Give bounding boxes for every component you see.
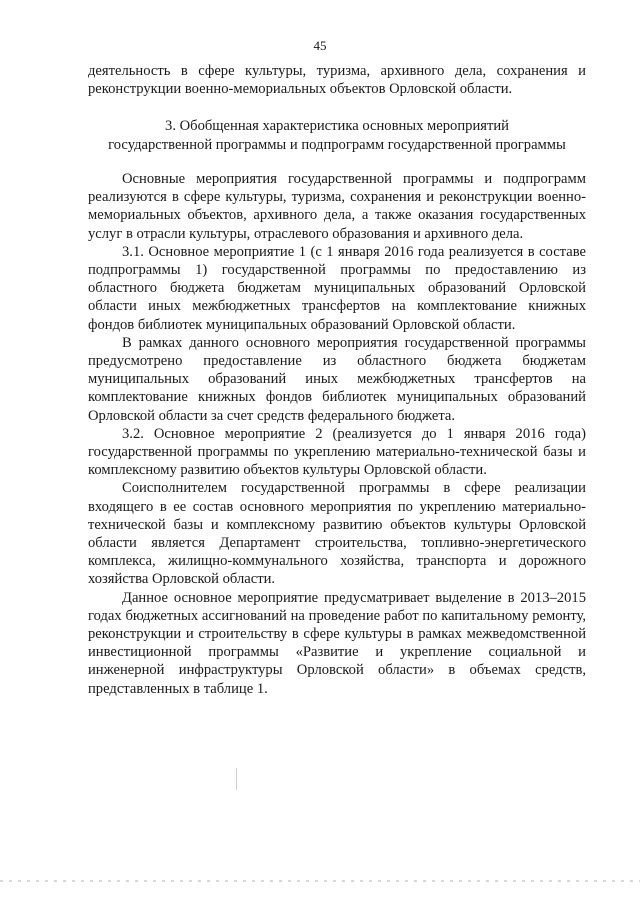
section-title-line-2: государственной программы и подпрограмм государственной программы [108, 136, 566, 153]
body-text [88, 170, 586, 698]
intro-paragraph: деятельность в сфере культуры, туризма, архивного дела, сохранения и реконструкции военно-мемориальных объектов Орловской области. [88, 63, 586, 98]
paragraph-co-executor: Соисполнителем государственной программы в сфере реализации входящего в ее состав основного мероприятия по укреплению материально-технической базы и комплексному развитию объектов культуры Орловской области является Департамент строительства, топливно-энергетического комплекса, жилищно-коммунального хозяйства, транспорта и дорожного хозяйства Орловской области. [88, 480, 586, 588]
paragraph-federal-funds: В рамках данного основного мероприятия государственной программы предусмотрено предоставление из областного бюджета бюджетам муниципальных образований иных межбюджетных трансфертов на комплектование книжных фондов библиотек муниципальных образований Орловской области за счет средств федерального бюджета. [88, 334, 586, 424]
intro-text-block [88, 62, 586, 98]
page-number: 45 [313, 38, 327, 53]
paragraph-allocation: Данное основное мероприятие предусматривает выделение в 2013–2015 годах бюджетных ассигнований на проведение работ по капитальному ремонту, реконструкции и строительству в сфере культуры в рамках межведомственной инвестиционной программы «Развитие и укрепление социальной и инженерной инфраструктуры Орловской области» в объемах средств, представленных в таблице 1. [88, 589, 586, 697]
paragraph-overview: Основные мероприятия государственной программы и подпрограмм реализуются в сфере культуры, туризма, сохранения и реконструкции военно-мемориальных объектов, архивного дела, а также оказания государственных услуг в отрасли культуры, отраслевого образования и архивного дела. [88, 171, 586, 242]
paragraph-3-1: 3.1. Основное мероприятие 1 (с 1 января 2016 года реализуется в составе подпрограммы 1) государственной программы по предоставлению из областного бюджета бюджетам муниципальных образований Орловской области иных межбюджетных трансфертов на комплектование книжных фондов библиотек муниципальных образований Орловской области. [88, 243, 586, 333]
paragraph-3-2: 3.2. Основное мероприятие 2 (реализуется до 1 января 2016 года) государственной программы по укреплению материально-технической базы и комплексному развитию объектов культуры Орловской области. [88, 425, 586, 479]
scan-artifact-edge [0, 880, 640, 882]
section-title-line-1: 3. Обобщенная характеристика основных мероприятий [165, 118, 509, 134]
scan-artifact-mark [236, 768, 237, 790]
section-heading [88, 117, 586, 154]
